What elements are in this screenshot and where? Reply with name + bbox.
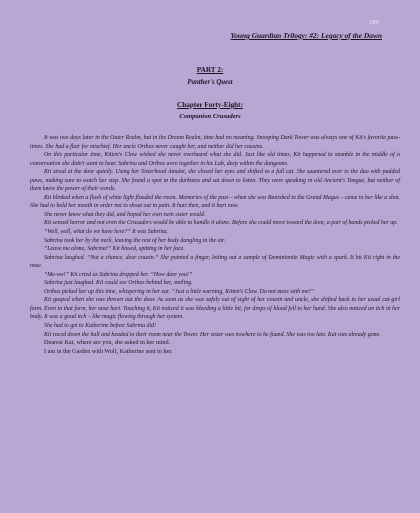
paragraph: Kit blinked when a flash of white light flooded the room. Memories of the past – when she was Banished to the Grand Magus – came to her like a shot. She had to hold her mouth in order not to shout out in pain. It hurt then, and it hurt now. (30, 194, 400, 210)
chapter-subtitle: Companion Crusaders (179, 113, 241, 120)
paragraph: She had to get to Katherine before Sabrina did! (44, 323, 157, 330)
chapter-label: Chapter Forty-Eight: (177, 101, 243, 109)
paragraph: Sabrina laughed. “Not a chance, dear cousin.” She pointed a finger, letting out a sample of Dominionite Magic with a spark. It hit Kit right in the nose. (30, 254, 400, 270)
paragraph: On this particular time, Kitten's Claw wished she never overheard what she did. Just like old times, Kit happened to stumble in the middle of a conversation she didn't want to hear. Sabrina and Orthos were together in his Lab, deep within the dungeons. (30, 152, 400, 167)
paragraph: “Well, well, what do we have here?” It was Sabrina. (44, 229, 168, 236)
paragraph: Kit gasped when she was thrown out the door. As soon as she was safely out of sight of her cousin and uncle, she shifted back to her usual cat-girl form. Even in that form, her nose hurt. Touching it, Kit noticed it was bleeding a little bit, for drops of blood fell to her hand. She also noticed an itch in her body. It was a good itch – like magic flowing through her system. (30, 297, 400, 321)
paragraph: Kit raced down the hall and headed to their room near the Tower. Her sister was nowhere to be found. She was too late. Kat was already gone. (44, 331, 381, 338)
part-label: PART 2: (196, 66, 224, 74)
part-subtitle: Panther's Quest (187, 79, 233, 86)
paragraph: Sabrina just laughed. Kit could see Orthos behind her, smiling. (44, 280, 193, 287)
body-text (30, 134, 400, 356)
paragraph-upright: Dearest Kat, where are you, she asked in her mind. (44, 339, 171, 347)
paragraph: “Me-ow!” Kit cried as Sabrina dropped her. “How dare you!” (44, 271, 193, 278)
paragraph: It was two days later in the Outer Realm, but in the Dream Realm, time had no meaning. Snooping Dark Tower was always one of Kit's favorite pass-times. She had a flair for mischief. Her uncle Orthos never caught her, and neither did her cousins. (30, 135, 400, 150)
paragraph: Kit sensed horror and not even the Crusaders would be able to handle it alone. Before she could move toward the door, a pair of hands picked her up. (44, 220, 398, 227)
paragraph: She never knew what they did, and hoped her own twin sister would. (44, 211, 206, 218)
page-number: 280 (369, 20, 379, 26)
running-title: Young Guardian Trilogy: #2: Legacy of the Dawn (230, 31, 382, 40)
paragraph: Kit stood at the door quietly. Using her Sisterhood Amulet, she closed her eyes and shifted to a full cat. She sauntered over to the duo with padded paws, making sure to watch her step. She found a spot in the darkness and sat down to listen. They were speaking in old Ancient's Tongue, but neither of them knew the power of their words. (30, 169, 400, 193)
paragraph: Orthos picked her up this time, whispering in her ear. “Just a little warning, Kitten's Claw. Do not mess with me!” (44, 288, 314, 295)
paragraph: Sabrina took her by the neck, leaving the rest of her body dangling in the air. (44, 237, 226, 244)
paragraph: “Leave me alone, Sabrina!” Kit hissed, spitting in her face. (44, 246, 185, 253)
paragraph-upright: I am in the Garden with Wolf, Katherine sent to her. (44, 347, 173, 355)
